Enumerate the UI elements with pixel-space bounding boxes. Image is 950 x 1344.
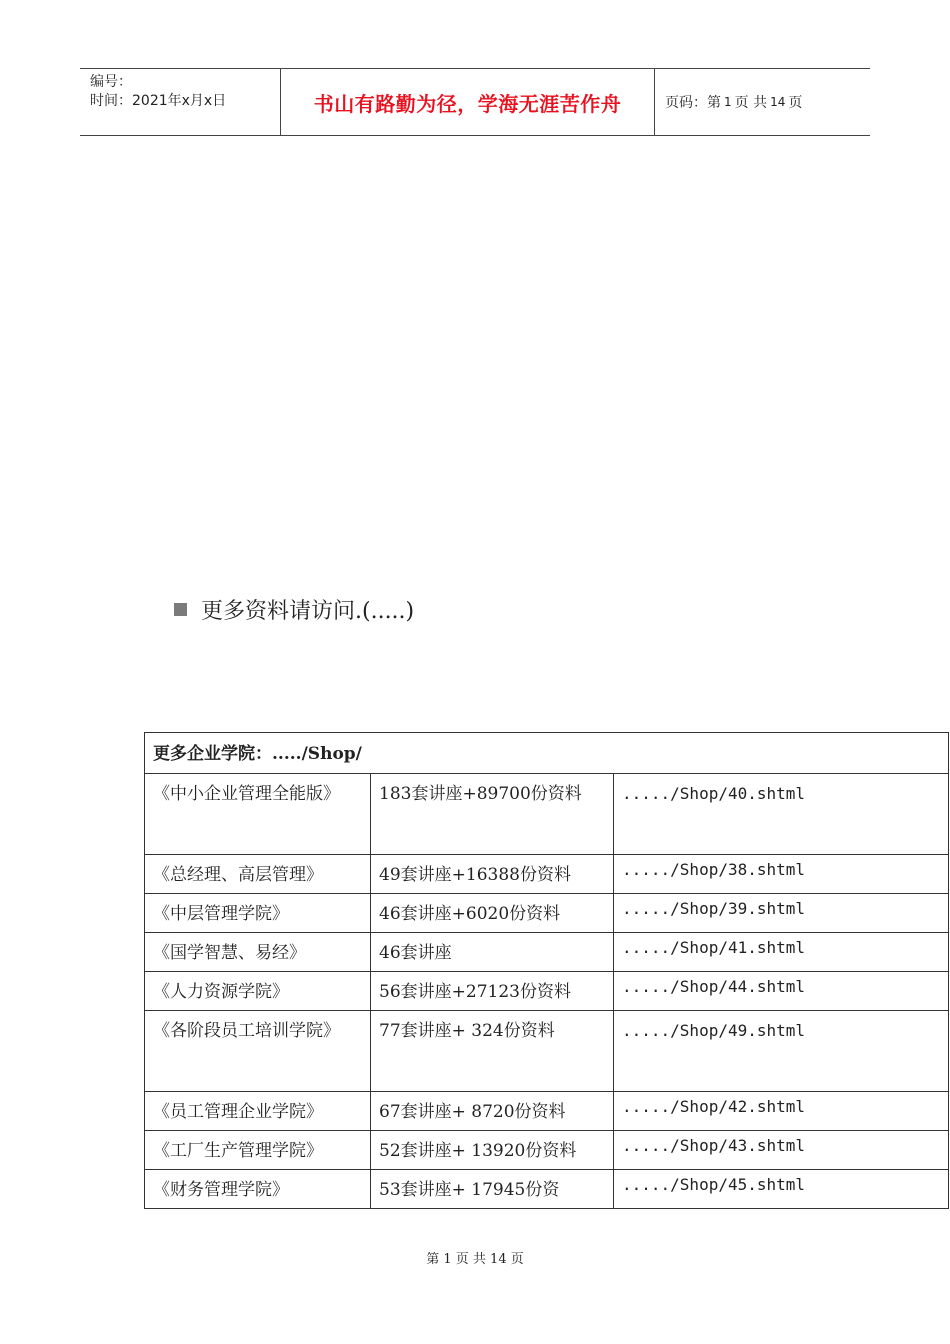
academy-desc: 52套讲座+ 13920份资料 — [371, 1131, 614, 1170]
header-page-info — [655, 69, 870, 135]
table-heading-row — [145, 733, 949, 774]
academy-name: 《财务管理学院》 — [145, 1170, 371, 1209]
page-prefix: 页码：第 — [665, 95, 721, 111]
table-row — [145, 774, 949, 855]
table-row — [145, 972, 949, 1011]
more-info-line — [174, 594, 414, 625]
header-motto: 书山有路勤为径，学海无涯苦作舟 — [281, 69, 655, 135]
header-meta — [80, 69, 281, 135]
table-row — [145, 1092, 949, 1131]
academy-link[interactable]: ...../Shop/41.shtml — [614, 933, 949, 972]
table-row — [145, 855, 949, 894]
page-current: 1 — [724, 95, 732, 109]
academy-desc: 46套讲座+6020份资料 — [371, 894, 614, 933]
page-suffix: 页 — [788, 95, 803, 111]
academy-name: 《人力资源学院》 — [145, 972, 371, 1011]
academy-link[interactable]: ...../Shop/38.shtml — [614, 855, 949, 894]
time-label: 时间：2021年x月x日 — [90, 93, 227, 109]
more-info-text[interactable]: 更多资料请访问.(.....) — [201, 599, 415, 624]
page-header — [80, 68, 870, 136]
academy-desc: 46套讲座 — [371, 933, 614, 972]
table-heading[interactable]: 更多企业学院：...../Shop/ — [145, 733, 949, 774]
academy-link[interactable]: ...../Shop/42.shtml — [614, 1092, 949, 1131]
academy-link[interactable]: ...../Shop/44.shtml — [614, 972, 949, 1011]
academy-name: 《各阶段员工培训学院》 — [145, 1011, 371, 1092]
square-bullet-icon — [174, 603, 187, 616]
table-row — [145, 1170, 949, 1209]
academy-desc: 53套讲座+ 17945份资 — [371, 1170, 614, 1209]
academy-name: 《总经理、高层管理》 — [145, 855, 371, 894]
academy-link[interactable]: ...../Shop/40.shtml — [614, 774, 949, 855]
academy-name: 《中层管理学院》 — [145, 894, 371, 933]
table-row — [145, 894, 949, 933]
academy-link[interactable]: ...../Shop/43.shtml — [614, 1131, 949, 1170]
academy-link[interactable]: ...../Shop/49.shtml — [614, 1011, 949, 1092]
page-footer: 第 1 页 共 14 页 — [426, 1252, 524, 1267]
academy-desc: 56套讲座+27123份资料 — [371, 972, 614, 1011]
academy-link[interactable]: ...../Shop/39.shtml — [614, 894, 949, 933]
academy-desc: 183套讲座+89700份资料 — [371, 774, 614, 855]
page-mid: 页 共 — [734, 95, 768, 111]
academy-link[interactable]: ...../Shop/45.shtml — [614, 1170, 949, 1209]
academy-name: 《员工管理企业学院》 — [145, 1092, 371, 1131]
table-row — [145, 1011, 949, 1092]
academy-desc: 77套讲座+ 324份资料 — [371, 1011, 614, 1092]
academy-desc: 67套讲座+ 8720份资料 — [371, 1092, 614, 1131]
table-row — [145, 1131, 949, 1170]
academy-name: 《国学智慧、易经》 — [145, 933, 371, 972]
academy-table — [144, 732, 949, 1209]
number-label: 编号： — [90, 74, 132, 90]
academy-name: 《工厂生产管理学院》 — [145, 1131, 371, 1170]
page-total: 14 — [770, 95, 786, 109]
academy-name: 《中小企业管理全能版》 — [145, 774, 371, 855]
table-row — [145, 933, 949, 972]
academy-desc: 49套讲座+16388份资料 — [371, 855, 614, 894]
